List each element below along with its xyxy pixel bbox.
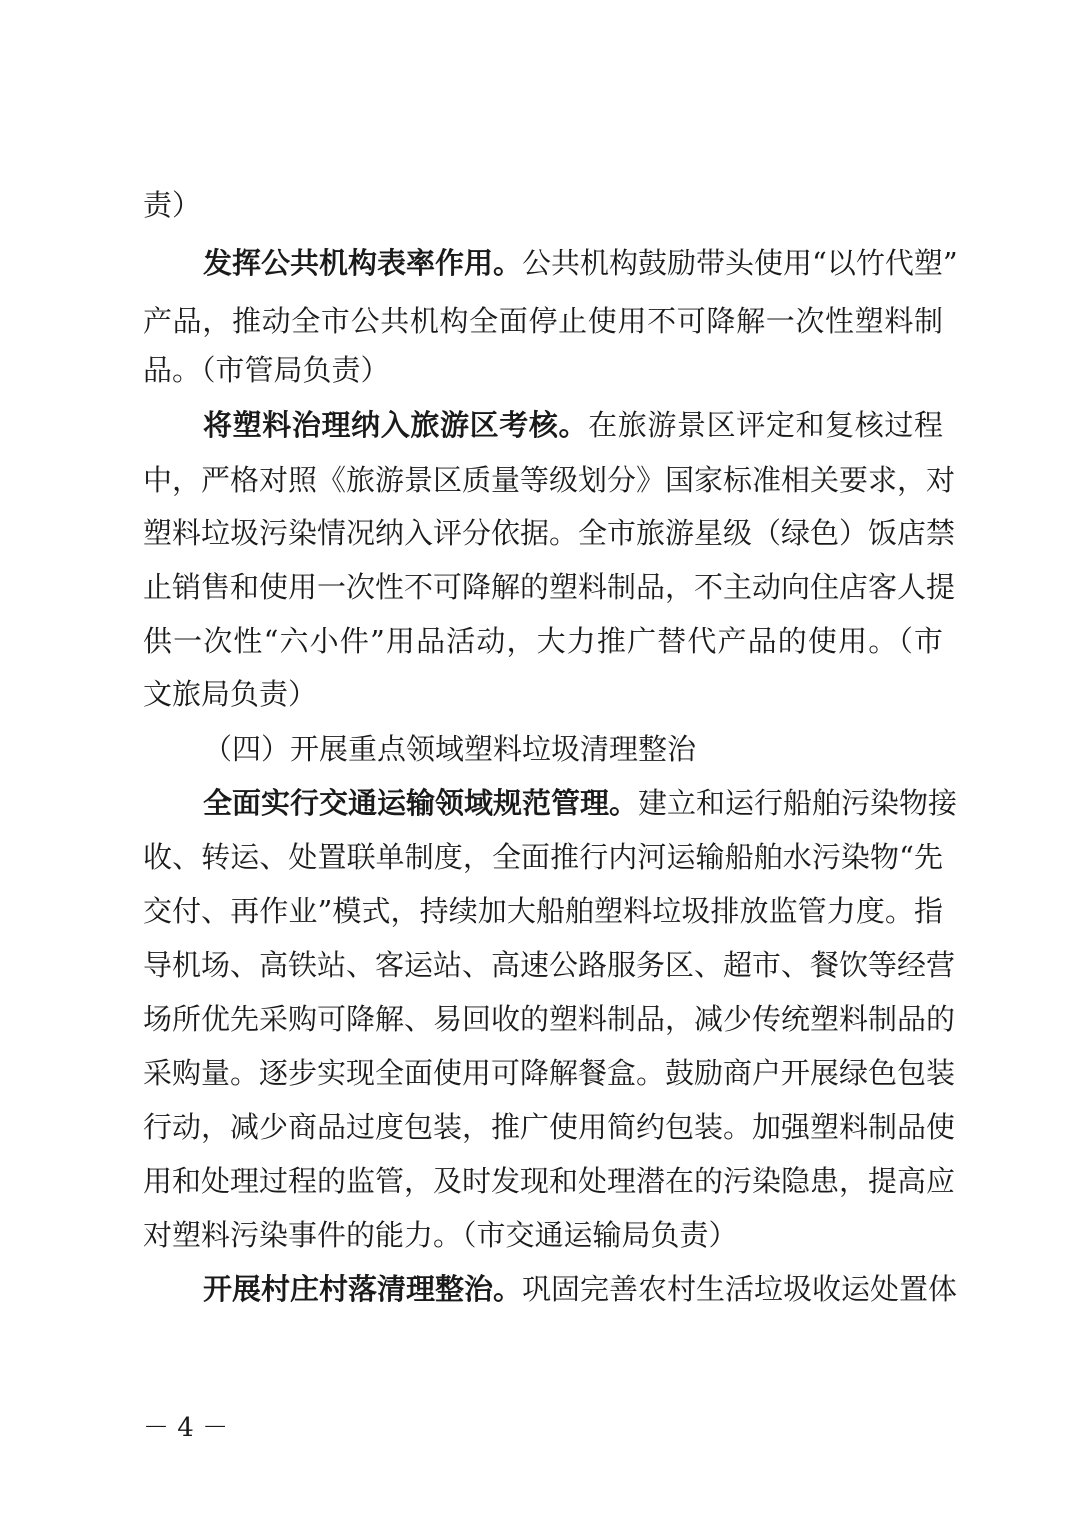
paragraph-text: 公共机构鼓励带头使用“以竹代塑”: [522, 246, 958, 280]
paragraph-tourism-assessment: [203, 405, 943, 445]
paragraph-text: 在旅游景区评定和复核过程: [588, 408, 943, 442]
paragraph-heading: 开展村庄村落清理整治。: [203, 1272, 523, 1306]
text-line-17: 采购量。逐步实现全面使用可降解餐盒。鼓励商户开展绿色包装: [143, 1056, 956, 1090]
text-line-9: 供一次性“六小件”用品活动，大力推广替代产品的使用。（市: [143, 624, 943, 658]
text-line-16: 场所优先采购可降解、易回收的塑料制品，减少传统塑料制品的: [143, 1002, 956, 1036]
text-line-3: 产品，推动全市公共机构全面停止使用不可降解一次性塑料制: [143, 304, 943, 338]
paragraph-heading: 将塑料治理纳入旅游区考核。: [203, 408, 589, 442]
paragraph-heading: 发挥公共机构表率作用。: [203, 246, 523, 280]
text-line-20: 对塑料污染事件的能力。（市交通运输局负责）: [143, 1218, 738, 1252]
paragraph-public-institutions: [203, 243, 958, 283]
text-line-14: 交付、再作业”模式，持续加大船舶塑料垃圾排放监管力度。指: [143, 894, 943, 928]
text-line-6: 中，严格对照《旅游景区质量等级划分》国家标准相关要求，对: [143, 463, 956, 497]
text-line-7: 塑料垃圾污染情况纳入评分依据。全市旅游星级（绿色）饭店禁: [143, 516, 956, 550]
paragraph-heading: 全面实行交通运输领域规范管理。: [203, 786, 639, 820]
paragraph-transport-management: [203, 783, 958, 823]
page-number: － 4 －: [143, 1413, 229, 1443]
text-line-18: 行动，减少商品过度包装，推广使用简约包装。加强塑料制品使: [143, 1110, 956, 1144]
text-line-10: 文旅局负责）: [143, 677, 318, 711]
text-line-19: 用和处理过程的监管，及时发现和处理潜在的污染隐患，提高应: [143, 1164, 956, 1198]
text-line-1: 责）: [143, 188, 202, 222]
paragraph-text: 巩固完善农村生活垃圾收运处置体: [522, 1272, 958, 1306]
paragraph-village-cleanup: [203, 1269, 958, 1309]
text-line-4: 品。（市管局负责）: [143, 353, 390, 387]
section-heading: （四）开展重点领域塑料垃圾清理整治: [203, 732, 697, 766]
text-line-8: 止销售和使用一次性不可降解的塑料制品，不主动向住店客人提: [143, 570, 956, 604]
paragraph-text: 建立和运行船舶污染物接: [638, 786, 958, 820]
text-line-15: 导机场、高铁站、客运站、高速公路服务区、超市、餐饮等经营: [143, 948, 956, 982]
text-line-13: 收、转运、处置联单制度，全面推行内河运输船舶水污染物“先: [143, 840, 943, 874]
